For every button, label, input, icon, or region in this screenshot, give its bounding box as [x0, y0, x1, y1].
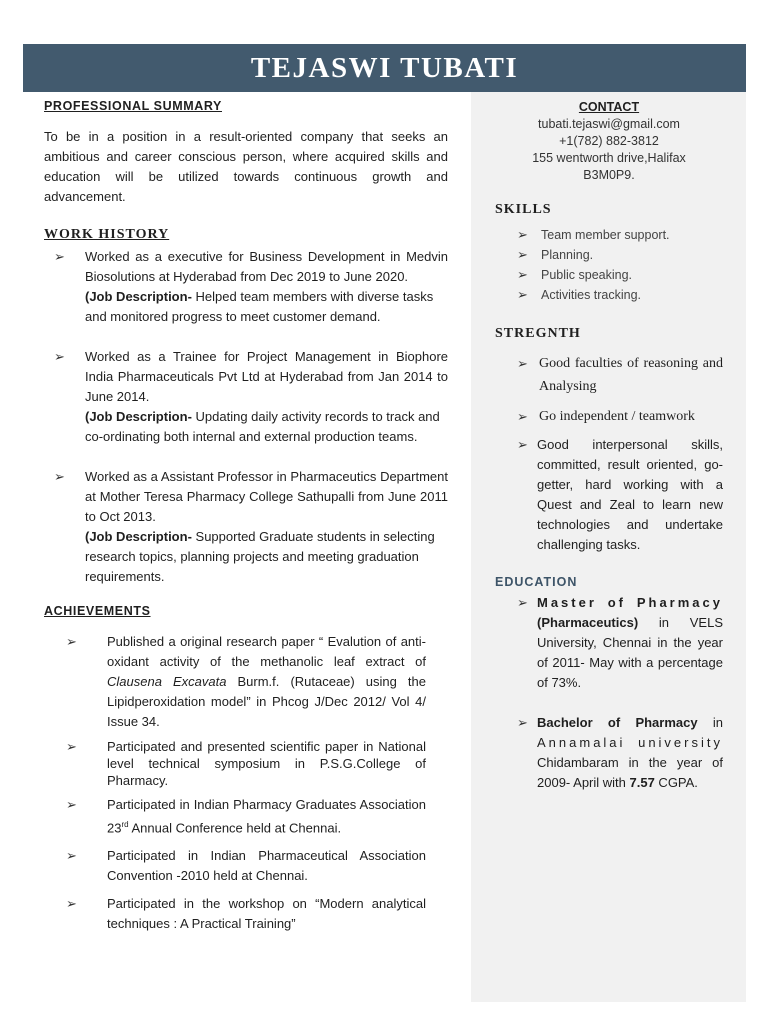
work-item: [54, 247, 448, 327]
achievement-item: [66, 632, 426, 732]
arrow-bullet-icon: ➢: [54, 249, 65, 264]
education-detail: CGPA.: [654, 775, 698, 790]
jd-text: Helped team members with diverse tasks and monitored progress to meet customer demand.: [85, 289, 434, 324]
university-name: Annamalai university: [537, 735, 723, 750]
arrow-bullet-icon: ➢: [66, 896, 77, 912]
arrow-bullet-icon: ➢: [66, 797, 77, 812]
work-history-heading: WORK HISTORY: [44, 227, 170, 242]
degree-name: Bachelor of Pharmacy: [537, 715, 698, 730]
work-list: [44, 247, 448, 587]
skills-heading: SKILLS: [495, 202, 552, 217]
ordinal-suffix: rd: [121, 820, 129, 829]
skill-text: Public speaking.: [541, 268, 633, 282]
education-item: [517, 713, 723, 793]
arrow-bullet-icon: ➢: [517, 227, 528, 242]
jd-text: Supported Graduate students in selecting research topics, planning projects and meeting graduation requirements.: [85, 529, 435, 584]
arrow-bullet-icon: ➢: [66, 739, 77, 754]
strength-item: [517, 352, 723, 398]
skill-item: [517, 265, 723, 285]
arrow-bullet-icon: ➢: [54, 349, 65, 364]
achievement-text: Participated and presented scientific paper in National level technical symposium in P.S.G.College of Pharmacy.: [107, 739, 426, 788]
achievement-item: [66, 795, 426, 838]
strength-text: Good interpersonal skills, committed, result oriented, go-getter, hard working with a Quest and Zeal to learn new technologies and undertake challenging tasks.: [537, 437, 723, 552]
work-item-text: Worked as a Assistant Professor in Pharmaceutics Department at Mother Teresa Pharmacy College Sathupalli from June 2011 to Oct 2013.: [85, 469, 448, 524]
contact-heading: CONTACT: [578, 100, 640, 114]
education-item: [517, 593, 723, 693]
header-banner: [23, 44, 746, 92]
summary-heading: PROFESSIONAL SUMMARY: [44, 99, 222, 113]
achievement-text: Published a original research paper “ Evalution of anti-oxidant activity of the methanolic leaf extract of: [107, 634, 426, 669]
arrow-bullet-icon: ➢: [517, 247, 528, 262]
achievement-text: Annual Conference held at Chennai.: [128, 820, 342, 836]
work-item-jd: [85, 287, 448, 327]
jd-label: (Job Description-: [85, 529, 192, 544]
achievement-text: Participated in Indian Pharmaceutical Association Convention -2010 held at Chennai.: [107, 848, 426, 884]
candidate-name: TEJASWI TUBATI: [250, 51, 519, 84]
arrow-bullet-icon: ➢: [66, 634, 77, 649]
achievement-item: [66, 738, 426, 789]
arrow-bullet-icon: ➢: [54, 469, 65, 484]
skill-item: [517, 225, 723, 245]
arrow-bullet-icon: ➢: [517, 287, 528, 302]
skill-text: Activities tracking.: [541, 288, 642, 302]
strength-item: [517, 435, 723, 555]
strength-text: Good faculties of reasoning and Analysing: [539, 356, 723, 394]
work-item: [54, 347, 448, 447]
skill-item: [517, 245, 723, 265]
work-item-jd: [85, 407, 448, 447]
education-detail: Chidambaram in the year of 2009- April with: [537, 755, 723, 790]
contact-phone[interactable]: +1(782) 882-3812: [559, 134, 659, 148]
achievement-text: Participated in Indian Pharmacy Graduates Association 23: [107, 797, 426, 836]
work-item-text: Worked as a executive for Business Development in Medvin Biosolutions at Hyderabad from Dec 2019 to June 2020.: [85, 249, 448, 284]
skill-item: [517, 285, 723, 305]
achievement-item: [66, 846, 426, 886]
main-column: [44, 99, 448, 934]
skill-text: Planning.: [541, 248, 594, 262]
work-item-text: Worked as a Trainee for Project Management in Biophore India Pharmaceuticals Pvt Ltd at Hyderabad from Jan 2014 to June 2014.: [85, 349, 448, 404]
education-heading: EDUCATION: [495, 575, 578, 589]
degree-name: Master of Pharmacy: [537, 595, 723, 610]
jd-label: (Job Description-: [85, 289, 192, 304]
arrow-bullet-icon: ➢: [517, 409, 528, 424]
summary-text: To be in a position in a result-oriented company that seeks an ambitious and career conscious person, where acquired skills and education will be utilized towards continuous growth and advancement.: [44, 129, 448, 204]
species-name: Clausena Excavata: [107, 674, 227, 689]
achievements-heading: ACHIEVEMENTS: [44, 604, 151, 618]
arrow-bullet-icon: ➢: [517, 356, 528, 371]
cgpa-value: 7.57: [629, 775, 655, 790]
degree-specialization: (Pharmaceutics): [537, 615, 639, 630]
strength-heading: STREGNTH: [495, 326, 581, 341]
skill-text: Team member support.: [541, 228, 670, 242]
jd-text: Updating daily activity records to track and co-ordinating both internal and external production teams.: [85, 409, 440, 444]
skills-list: [517, 225, 723, 305]
arrow-bullet-icon: ➢: [517, 437, 528, 452]
contact-email[interactable]: tubati.tejaswi@gmail.com: [538, 117, 680, 131]
work-item: [54, 467, 448, 587]
achievements-list: [44, 632, 448, 934]
education-detail: in VELS University, Chennai in the year of 2011- May with a percentage of 73%.: [537, 615, 723, 690]
achievement-text: Participated in the workshop on “Modern analytical techniques : A Practical Training”: [107, 896, 426, 932]
achievement-text: Burm.f. (Rutaceae) using the Lipidperoxidation model” in Phcog J/Dec 2012/ Vol 4/ Issue 34.: [107, 674, 426, 729]
education-list: [517, 593, 723, 793]
arrow-bullet-icon: ➢: [66, 848, 77, 864]
work-item-jd: [85, 527, 448, 587]
jd-label: (Job Description-: [85, 409, 192, 424]
arrow-bullet-icon: ➢: [517, 267, 528, 282]
contact-address-line2: B3M0P9.: [583, 168, 635, 182]
strength-text: Go independent / teamwork: [539, 409, 695, 424]
contact-address-line1: 155 wentworth drive,Halifax: [532, 151, 686, 165]
strength-list: [517, 352, 723, 555]
arrow-bullet-icon: ➢: [517, 595, 528, 610]
arrow-bullet-icon: ➢: [517, 715, 528, 730]
sidebar-column: [495, 99, 723, 793]
strength-item: [517, 405, 723, 428]
education-detail: in: [697, 715, 724, 730]
contact-block: [495, 99, 723, 184]
achievement-item: [66, 894, 426, 934]
